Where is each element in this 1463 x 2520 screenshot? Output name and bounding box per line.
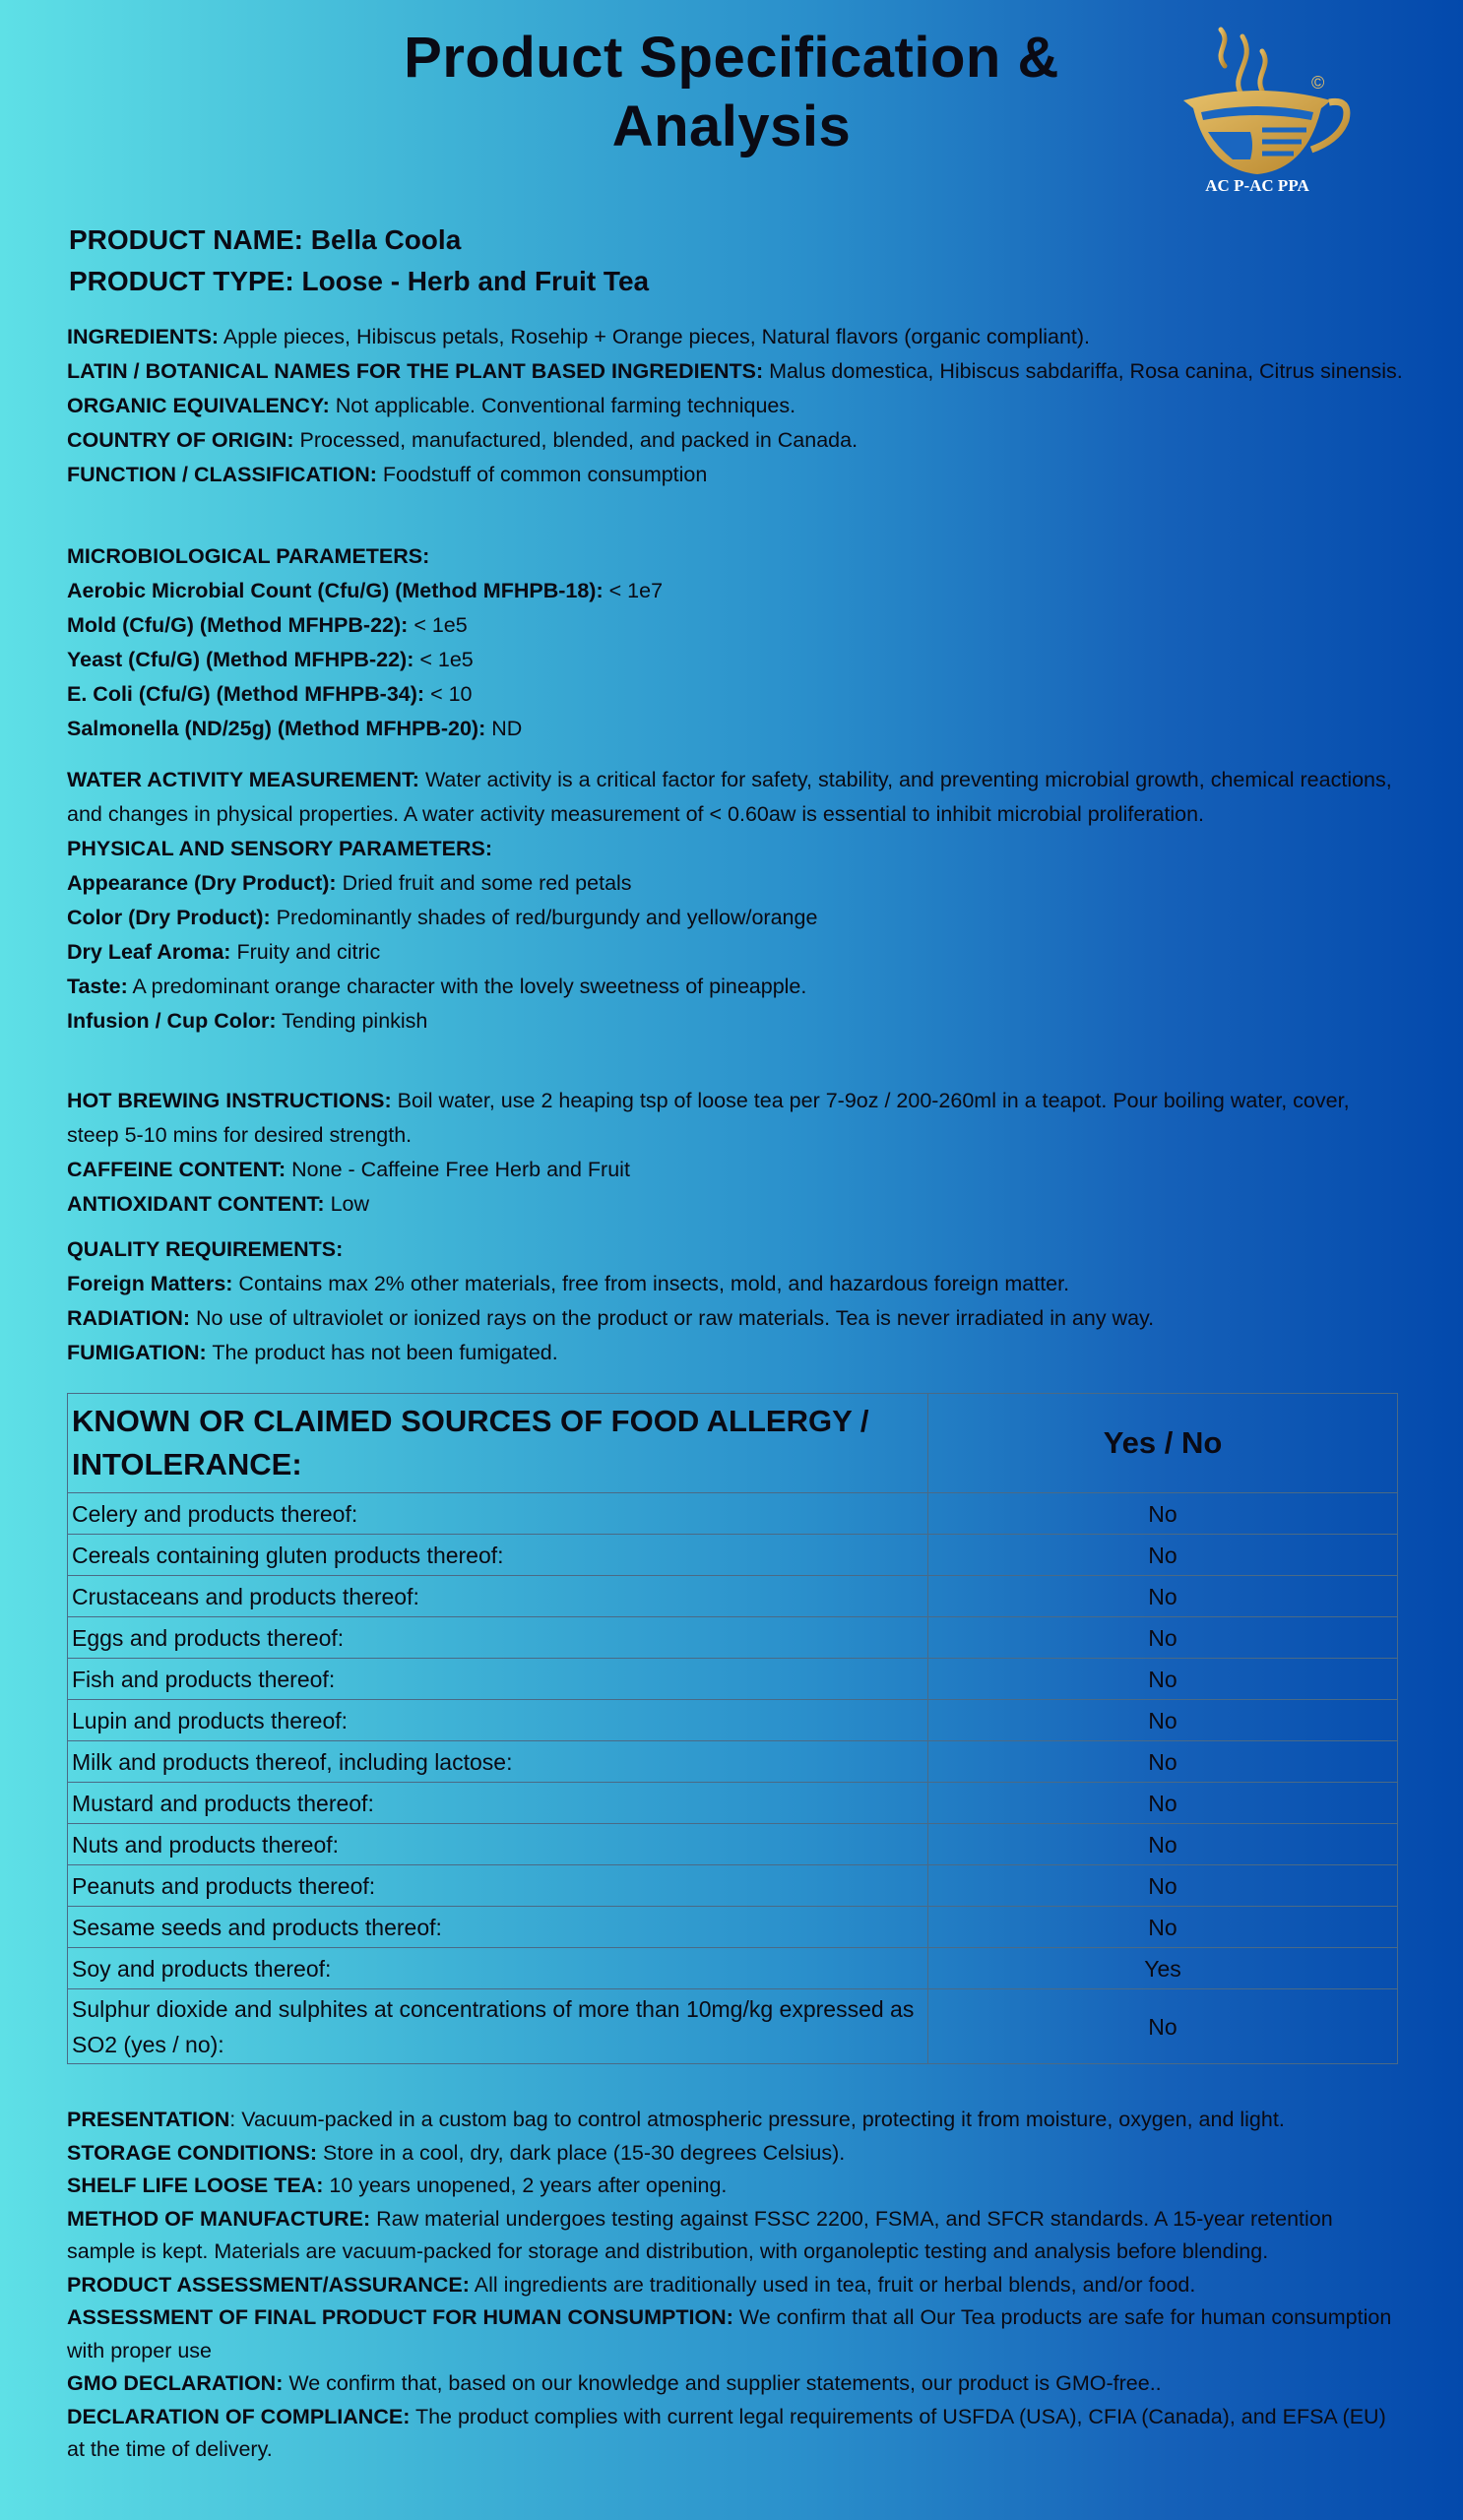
- physical-heading: PHYSICAL AND SENSORY PARAMETERS:: [67, 837, 493, 860]
- allergen-yes-no: No: [928, 1535, 1398, 1576]
- water-physical-section: [67, 763, 1406, 1039]
- allergen-name: Cereals containing gluten products thereof:: [68, 1535, 928, 1576]
- allergen-yes-no: No: [928, 1824, 1398, 1865]
- allergy-row: [68, 1700, 1398, 1741]
- allergen-name: Lupin and products thereof:: [68, 1700, 928, 1741]
- micro-item: Mold (Cfu/G) (Method MFHPB-22): < 1e5: [67, 613, 468, 637]
- svg-text:©: ©: [1311, 73, 1325, 93]
- method-of-manufacture: METHOD OF MANUFACTURE: Raw material undergoes testing against FSSC 2200, FSMA, and SFCR standards. A 15-year retention sample is kept. Materials are vacuum-packed for storage and distribution, with organoleptic testing and analysis before blending.: [67, 2206, 1333, 2263]
- allergen-name: Celery and products thereof:: [68, 1493, 928, 1535]
- final-product-assessment: ASSESSMENT OF FINAL PRODUCT FOR HUMAN CONSUMPTION: We confirm that all Our Tea products are safe for human consumption with proper use: [67, 2305, 1392, 2362]
- allergy-row: [68, 1824, 1398, 1865]
- allergen-name: Soy and products thereof:: [68, 1948, 928, 1989]
- allergen-yes-no: No: [928, 1700, 1398, 1741]
- product-type-value: Loose - Herb and Fruit Tea: [301, 266, 650, 296]
- storage-conditions: STORAGE CONDITIONS: Store in a cool, dry, dark place (15-30 degrees Celsius).: [67, 2140, 846, 2165]
- microbiological-section: [67, 539, 1406, 746]
- allergen-name: Milk and products thereof, including lactose:: [68, 1741, 928, 1783]
- allergen-name: Crustaceans and products thereof:: [68, 1576, 928, 1617]
- physical-item: Dry Leaf Aroma: Fruity and citric: [67, 940, 381, 964]
- allergen-name: Sesame seeds and products thereof:: [68, 1907, 928, 1948]
- footer-section: [67, 2104, 1406, 2467]
- physical-item: Infusion / Cup Color: Tending pinkish: [67, 1009, 428, 1033]
- micro-item: E. Coli (Cfu/G) (Method MFHPB-34): < 10: [67, 682, 473, 706]
- allergy-row: [68, 1989, 1398, 2064]
- quality-heading: QUALITY REQUIREMENTS:: [67, 1237, 344, 1261]
- allergen-yes-no: No: [928, 1741, 1398, 1783]
- antioxidant-content: ANTIOXIDANT CONTENT: Low: [67, 1192, 370, 1216]
- tea-cup-logo-icon: [1164, 22, 1351, 194]
- allergen-yes-no: No: [928, 1907, 1398, 1948]
- latin-names: LATIN / BOTANICAL NAMES FOR THE PLANT BASED INGREDIENTS: Malus domestica, Hibiscus sabdariffa, Rosa canina, Citrus sinensis.: [67, 359, 1403, 383]
- quality-item: Foreign Matters: Contains max 2% other materials, free from insects, mold, and hazardous foreign matter.: [67, 1272, 1070, 1295]
- product-type: [69, 262, 649, 301]
- allergy-row: [68, 1741, 1398, 1783]
- ingredients: INGREDIENTS: Apple pieces, Hibiscus petals, Rosehip + Orange pieces, Natural flavors (organic compliant).: [67, 325, 1091, 348]
- brewing-section: [67, 1084, 1406, 1222]
- allergy-row: [68, 1948, 1398, 1989]
- title-line-1: Product Specification &: [404, 26, 1059, 90]
- quality-section: [67, 1232, 1406, 1370]
- micro-item: Aerobic Microbial Count (Cfu/G) (Method MFHPB-18): < 1e7: [67, 579, 664, 602]
- country-of-origin: COUNTRY OF ORIGIN: Processed, manufactured, blended, and packed in Canada.: [67, 428, 859, 452]
- allergen-yes-no: Yes: [928, 1948, 1398, 1989]
- steam-icon: [1221, 30, 1265, 95]
- svg-text:AC P-AC PPA: AC P-AC PPA: [1205, 176, 1309, 194]
- product-name-value: Bella Coola: [310, 224, 462, 255]
- allergen-name: Sulphur dioxide and sulphites at concentrations of more than 10mg/kg expressed as SO2 (yes / no):: [68, 1989, 928, 2064]
- allergen-name: Peanuts and products thereof:: [68, 1865, 928, 1907]
- quality-item: FUMIGATION: The product has not been fumigated.: [67, 1341, 558, 1364]
- allergen-yes-no: No: [928, 1659, 1398, 1700]
- allergen-name: Mustard and products thereof:: [68, 1783, 928, 1824]
- allergen-name: Fish and products thereof:: [68, 1659, 928, 1700]
- product-name: [69, 220, 461, 260]
- allergen-name: Nuts and products thereof:: [68, 1824, 928, 1865]
- presentation: PRESENTATION: Vacuum-packed in a custom bag to control atmospheric pressure, protecting it from moisture, oxygen, and light.: [67, 2108, 1285, 2131]
- brewing-instructions: HOT BREWING INSTRUCTIONS: Boil water, use 2 heaping tsp of loose tea per 7-9oz / 200-260ml in a teapot. Pour boiling water, cover, steep 5-10 mins for desired strength.: [67, 1089, 1350, 1147]
- allergy-table-header: [68, 1394, 1398, 1493]
- allergen-yes-no: No: [928, 1865, 1398, 1907]
- microbiological-heading: MICROBIOLOGICAL PARAMETERS:: [67, 544, 430, 568]
- allergen-yes-no: No: [928, 1493, 1398, 1535]
- water-activity: WATER ACTIVITY MEASUREMENT: Water activity is a critical factor for safety, stability, and preventing microbial growth, chemical reactions, and changes in physical properties. A water activity measurement of < 0.60aw is essential to inhibit microbial proliferation.: [67, 768, 1392, 826]
- micro-item: Salmonella (ND/25g) (Method MFHPB-20): ND: [67, 717, 523, 740]
- allergen-yes-no: No: [928, 1783, 1398, 1824]
- product-name-label: PRODUCT NAME:: [69, 224, 303, 255]
- shelf-life: SHELF LIFE LOOSE TEA: 10 years unopened, 2 years after opening.: [67, 2174, 728, 2197]
- organic-equivalency: ORGANIC EQUIVALENCY: Not applicable. Conventional farming techniques.: [67, 394, 796, 417]
- physical-item: Appearance (Dry Product): Dried fruit and some red petals: [67, 871, 632, 895]
- allergy-table: [67, 1393, 1398, 2064]
- allergy-row: [68, 1535, 1398, 1576]
- allergen-name: Eggs and products thereof:: [68, 1617, 928, 1659]
- allergy-row: [68, 1659, 1398, 1700]
- quality-item: RADIATION: No use of ultraviolet or ionized rays on the product or raw materials. Tea is never irradiated in any way.: [67, 1306, 1155, 1330]
- gmo-declaration: GMO DECLARATION: We confirm that, based on our knowledge and supplier statements, our product is GMO-free..: [67, 2371, 1162, 2395]
- allergen-yes-no: No: [928, 1576, 1398, 1617]
- allergy-row: [68, 1617, 1398, 1659]
- physical-item: Taste: A predominant orange character with the lovely sweetness of pineapple.: [67, 975, 807, 998]
- allergy-row: [68, 1907, 1398, 1948]
- micro-item: Yeast (Cfu/G) (Method MFHPB-22): < 1e5: [67, 648, 474, 671]
- declaration-of-compliance: DECLARATION OF COMPLIANCE: The product complies with current legal requirements of USFDA (USA), CFIA (Canada), and EFSA (EU) at the time of delivery.: [67, 2404, 1386, 2461]
- allergy-row: [68, 1576, 1398, 1617]
- allergy-header-yes-no: Yes / No: [928, 1394, 1398, 1493]
- product-type-label: PRODUCT TYPE:: [69, 266, 294, 296]
- allergy-row: [68, 1493, 1398, 1535]
- general-info-section: [67, 320, 1406, 492]
- physical-item: Color (Dry Product): Predominantly shades of red/burgundy and yellow/orange: [67, 906, 818, 929]
- function-classification: FUNCTION / CLASSIFICATION: Foodstuff of common consumption: [67, 463, 708, 486]
- allergy-header-sources: KNOWN OR CLAIMED SOURCES OF FOOD ALLERGY / INTOLERANCE:: [68, 1394, 928, 1493]
- allergy-row: [68, 1783, 1398, 1824]
- title-line-2: Analysis: [611, 94, 852, 158]
- product-assessment: PRODUCT ASSESSMENT/ASSURANCE: All ingredients are traditionally used in tea, fruit or herbal blends, and/or food.: [67, 2272, 1196, 2297]
- caffeine-content: CAFFEINE CONTENT: None - Caffeine Free Herb and Fruit: [67, 1158, 630, 1181]
- allergen-yes-no: No: [928, 1989, 1398, 2064]
- allergen-yes-no: No: [928, 1617, 1398, 1659]
- allergy-row: [68, 1865, 1398, 1907]
